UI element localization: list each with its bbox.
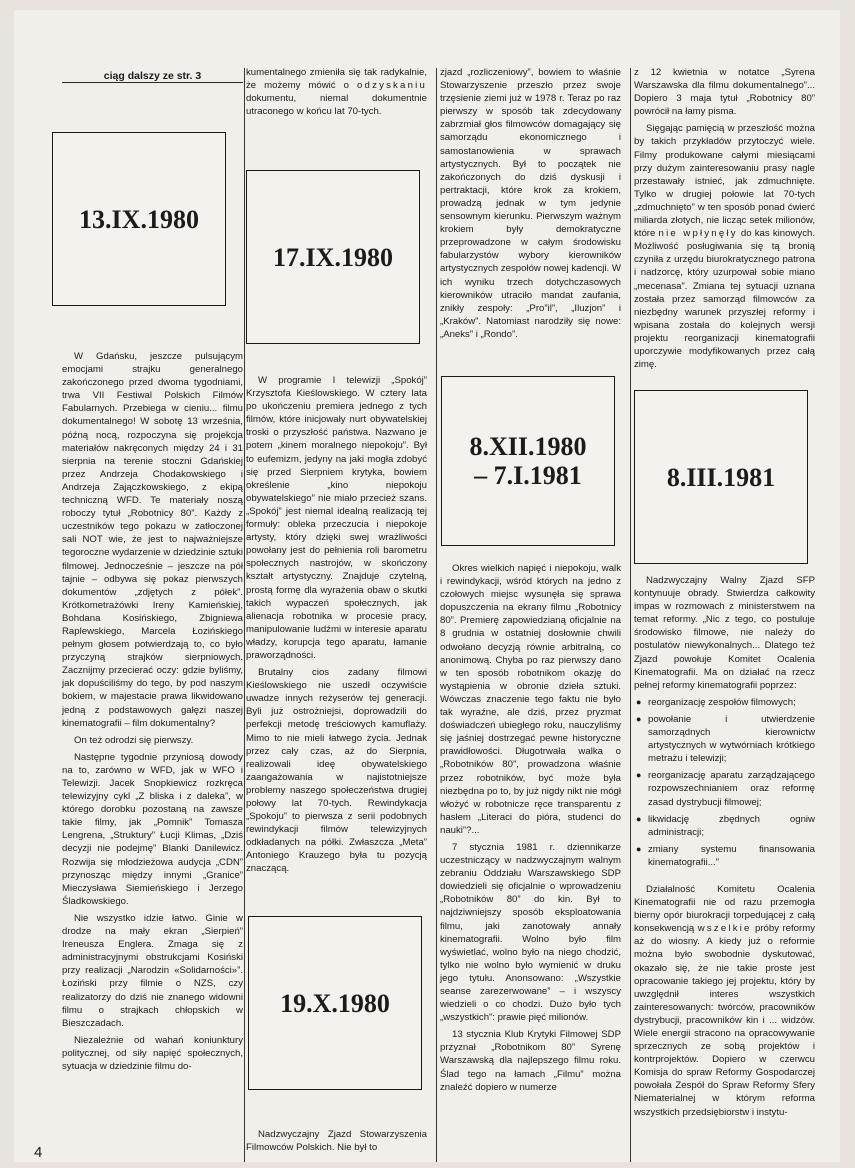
spaced-text: nie wpłynęły: [658, 228, 738, 240]
list-item: ● zmiany systemu finansowania kinematografii...”: [634, 843, 815, 869]
list-item: ● likwidację zbędnych ogniw administracji;: [634, 813, 815, 839]
paragraph: Nadzwyczajny Zjazd Stowarzyszenia Filmowców Polskich. Nie był to: [246, 1129, 427, 1154]
magazine-page: [14, 10, 840, 1162]
date-range: [469, 432, 586, 490]
paragraph: W Gdańsku, jeszcze pulsującym emocjami strajku generalnego zakończonego przed dwoma tygodniami, trwa VII Festiwal Polskich Filmów Fabularnych. Przebiega w cieniu... filmu dokumentalnego! W sobotę 13 września, późną nocą, rozpoczyna się projekcja materiałów nakręconych między 24 i 31 sierpnia na terenie stoczni Gdańskiej przez Andrzeja Chodakowskiego i Andrzeja Zajączkowskiego, z ekipą techniczną WFD. Te materiały noszą roboczy tytuł „Robotnicy 80”. Każdy z uczestników tego pokazu w zatłoczonej sali NOT wie, że jest to najważniejsze tegoroczne wydarzenie w dziedzinie sztuki filmowej. Jednocześnie – jeszcze na pół tajnie – odbywa się pokaz pierwszych dokumentów „zdjętych z półek”. Krótkometrażówki Ireny Kamieńskiej, Bohdana Kosińskiego, Zbigniewa Raplewskiego, Marcela Łozińskiego pełnym głosem potwierdzają to, co było przyczyną strajków sierpniowych. Zacznijmy przecierać oczy: gdzie byliśmy, jak dopuściliśmy do tego, by pod naszym bokiem, w majestacie prawa likwidowano jedną z podstawowych gałęzi naszej kinematografii – film dokumentalny?: [62, 351, 243, 729]
date-label: 8.XII.1980: [469, 432, 587, 461]
paragraph: Nie wszystko idzie łatwo. Ginie w drodze na mały ekran „Sierpień” Ireneusza Englera. Zmaga się z administracyjnymi obstrukcjami Kosiński przy realizacji „Narodzin «Solidarności»”. Łoziński przy filmie o NZS, czy realizatorzy do dziś nie znanego widowni filmu o strajkach chłopskich w Bieszczadach.: [62, 912, 243, 1029]
paragraph: [634, 122, 815, 371]
article-column-3: [440, 66, 621, 345]
article-column-2: [246, 66, 427, 122]
paragraph: Następne tygodnie przyniosą dowody na to, zarówno w WFD, jak w WFO i Telewizji. Jacek Snopkiewicz rozkręca telewizyjny cykl „Z bliska i z daleka”, w którego dorobku pozostaną na zawsze takie filmy, jak „Pomnik” Tomasza Lengrena, „Struktury” Łucji Klimas, „Dziś decyzji nie podejmę” Blanki Danilewicz. Rozwija się młodzieżowa audycja „CDN” przynosząc między innymi „Granice” Mieczysława Siemieńskiego i Jerzego Śladkowskiego.: [62, 751, 243, 907]
paragraph: z 12 kwietnia w notatce „Syrena Warszawska dla filmu dokumentalnego”... Dopiero 3 maja tytuł „Robotnicy 80” powrócił na łamy pisma.: [634, 67, 815, 118]
date-label: 17.IX.1980: [273, 242, 393, 272]
date-label: 8.III.1981: [666, 462, 776, 492]
column-divider: [244, 68, 245, 1162]
date-box-13-ix-1980: [52, 132, 226, 306]
paragraph: Brutalny cios zadany filmowi Kieślowskiego nie uszedł oczywiście uwadze innych reżyserów tej generacji. Byli już ostrożniejsi, doprowadzili do perfekcji metodę treściowych kamuflaży. Mimo to nie mieli łatwego życia. Jednak przez cały czas, aż do Sierpnia, realizowali ideę obywatelskiego zaangażowania w najistotniejsze problemy naszego społeczeństwa drugiej połowy lat 70-tych. Rewindykacja „Spokoju” to pierwsza z serii podobnych rewindykacji filmów telewizyjnych odkładanych na półki. Zwłaszcza „Meta” Antoniego Krauzego była tu pozycją znaczącą.: [246, 667, 427, 875]
article-column-1: [62, 350, 243, 1077]
date-box-8-iii-1981: [634, 390, 808, 564]
text-run: Sięgając pamięcią w przeszłość można by takich przykładów przytoczyć wiele. Filmy produkowane całymi miesiącami przy dużym zainteresowaniu prasy nagle przestawały istnieć, jak zdmuchnięte. Tylko w drugiej połowie lat 70-tych „zdmuchnięto” w ten sposób ponad ćwierć miliarda złotych, nie licząc setek milionów, które: [634, 123, 815, 240]
date-label: – 7.I.1981: [474, 461, 582, 490]
paragraph: 7 stycznia 1981 r. dziennikarze uczestniczący w nadzwyczajnym walnym zebraniu Oddziału Warszawskiego SDP dowiedzieli się oficjalnie o wprowadzeniu „Robotników 80” do kin. Był to najdziwniejszy sposób eksploatowania filmu, jaki zanotowały annały kinematografii. Wolno było film wyświetlać, wolno było na niego chodzić, tylko nie wolno było wymienić w druku jego tytułu. Anonsowano: „Wszystkie seanse zarezerwowane” – i wszyscy wiedzieli o co chodzi. Dużo było tych „wszystkich”: prawie pięć milionów.: [440, 841, 621, 1024]
article-column-3-lower: [440, 562, 621, 1098]
continuation-rule: [62, 82, 243, 83]
paragraph: 13 stycznia Klub Krytyki Filmowej SDP przyznał „Robotnikom 80” Syrenę Warszawską dla najlepszego filmu roku. Ślad tego na łamach „Filmu” można znaleźć dopiero w numerze: [440, 1029, 621, 1093]
paragraph: zjazd „rozliczeniowy”, bowiem to właśnie Stowarzyszenie przeszło przez swoje trzęsienie ziemi już w 1978 r. Teraz po raz pierwszy w sposób tak zdecydowany zabrzmiał głos filmowców domagający się samorządu ekonomicznego i samostanowienia w sprawach artystycznych. Był to początek nie zakończonych do dziś dyskusji i pertraktacji, które krok za krokiem, prowadzą jednak w tym jedynie sensownym kierunku. Pierwszym ważnym krokiem były demokratyczne przeprowadzone w całym środowisku fabularzystów wybory kierowników artystycznych zespołów nowej kadencji. W ich wyniku trzech dotychczasowych kierowników utraciło mandat zaufania, znikły zespoły: „Pro”il”, „Iluzjon” i „Kraków”. Natomiast narodziły się nowe: „Aneks” i „Rondo”.: [440, 67, 621, 340]
paragraph: Okres wielkich napięć i niepokoju, walk i rewindykacji, wśród których na jedno z czołowych miejsc wysunęła się sprawa dopuszczenia na ekrany filmu „Robotnicy 80”. Premierę zapowiedzianą oficjalnie na 8 grudnia w ostatniej dosłownie chwili odwołano decyzją równie arbitralną, co anonimową. Chyba po raz pierwszy dano w ten sposób robotnikom okazję do wystąpienia w obronie dzieła sztuki. Wówczas znaczenie tego faktu nie było tak wyraźne, ale dziś, przez pryzmat doświadczeń ubiegłego roku, nauczyliśmy się jaśniej dostrzegać pewne historyczne prawidłowości. Długotrwała walka o „Robotników 80”, prowadzona właśnie przez robotników, być może była niezbędna po to, by już nigdy nikt nie mógł włożyć w robotnicze ręce transparentu z hasłem „Literaci do pióra, studenci do nauki”?...: [440, 563, 621, 836]
text-run: do kas kinowych. Możliwość posługiwania się tą bronią czyniła z urzędu biurokratycznego patrona i nadzorcę, który uzurpował sobie miano „mecenasa”. Zmiana tej sytuacji uznana została przez samorząd filmowców za niezbędny warunek przyszłej reformy i wpisana została do kolejnych wersji projektu reorganizacji kinematografii uporczywie modyfikowanych przez całą zimę.: [634, 228, 815, 371]
text-run: kumentalnego zmieniła się tak radykalnie, że możemy mówić o: [246, 67, 427, 92]
page-number: 4: [34, 1144, 43, 1161]
continuation-note: ciąg dalszy ze str. 3: [103, 70, 202, 82]
paragraph: Nadzwyczajny Walny Zjazd SFP kontynuuje obrady. Stwierdza całkowity impas w rozmowach z ministerstwem na temat reformy. „Nic z tego, co postuluje środowisko filmowe, nie należy do postulatów niewykonalnych... Dlatego też Zjazd powołuje Komitet Ocalenia Kinematografii. Ma on działać na rzecz pełnej reformy kinematografii poprzez:: [634, 575, 815, 691]
date-label: 19.X.1980: [280, 988, 390, 1018]
article-column-4: [634, 66, 815, 375]
column-divider: [436, 68, 437, 1162]
paragraph: Niezależnie od wahań koniunktury politycznej, od siły napięć społecznych, sytuacja w dziedzinie filmu do-: [62, 1034, 243, 1072]
list-item: ● powołanie i utwierdzenie samorządnych kierownictw artystycznych w wytwórniach krótkiego metrażu i telewizji;: [634, 713, 815, 765]
paragraph: On też odrodzi się pierwszy.: [74, 734, 194, 746]
article-column-2-lower: [246, 374, 427, 880]
date-box-8-xii-1980: [441, 376, 615, 546]
paragraph: W programie I telewizji „Spokój” Krzysztofa Kieślowskiego. W cztery lata po ukończeniu premiera jednego z tych filmów, które inicjowały nurt obywatelskiej troski o przyszłość państwa. Nazwano je potem „kinem moralnego niepokoju”. Był to eufemizm, jedyny na jaki mogła zdobyć się przed Sierpniem krytyka, bowiem określenie „kino niepokoju obywatelskiego” nie miało przecież szans. „Spokój” jest niemal idealną realizacją tej formuły: obleka przeczucia i niepokoje artysty, który dzięki swej wrażliwości powołany jest do pełnienia roli barometru społecznych nastrojów, w skończony kształt artystyczny. Znajduje czytelną, prostą formę dla wyrażenia obaw o skutki takich wypaczeń społecznych, jak alienacja robotnika w procesie pracy, manipulowanie ludźmi w interesie aparatu władzy, korupcja tego aparatu, łamanie praworządności.: [246, 375, 427, 661]
text-run: próby reformy aż do wiosny. A kiedy już o reformie można było swobodnie dyskutować, okazało się, że nie takie proste jest opracowanie takiego jej projektu, który by uwzględnił interes wszystkich zainteresowanych: twórców, pracowników dystrybucji, pracowników kin i ... widzów. Wiele energii stracono na opracowywanie sprzecznych ze sobą projektów i kontrprojektów. Dopiero w czerwcu Komisja do spraw Reformy Gospodarczej powołała Zespół do Spraw Reformy Sfery Niematerialnej w którym reforma wszystkich przedsiębiorstw i instytu-: [634, 923, 815, 1118]
text-run: dokumentu, niemal dokumentnie utraconego w końcu lat 70-tych.: [246, 93, 427, 118]
spaced-text: odzyskaniu: [357, 80, 427, 92]
date-box-17-ix-1980: [246, 170, 420, 344]
article-column-2-bottom: [246, 1128, 427, 1158]
spaced-text: wszelkie: [697, 923, 752, 935]
column-divider: [630, 68, 631, 1162]
list-item: ● reorganizację zespołów filmowych;: [634, 696, 815, 709]
article-column-4-lower: [634, 574, 815, 1123]
list-item: ● reorganizację aparatu zarządzającego rozpowszechnianiem oraz reformę zasad dystrybucji filmowej;: [634, 769, 815, 808]
text-run: Działalność Komitetu Ocalenia Kinematografii nie od razu przemogła bierny opór biurokracji torpedującej z całą konsekwencją: [634, 883, 815, 935]
date-label: 13.IX.1980: [79, 204, 199, 234]
paragraph: [246, 66, 427, 118]
date-box-19-x-1980: [248, 916, 422, 1090]
paragraph: [634, 883, 815, 1119]
